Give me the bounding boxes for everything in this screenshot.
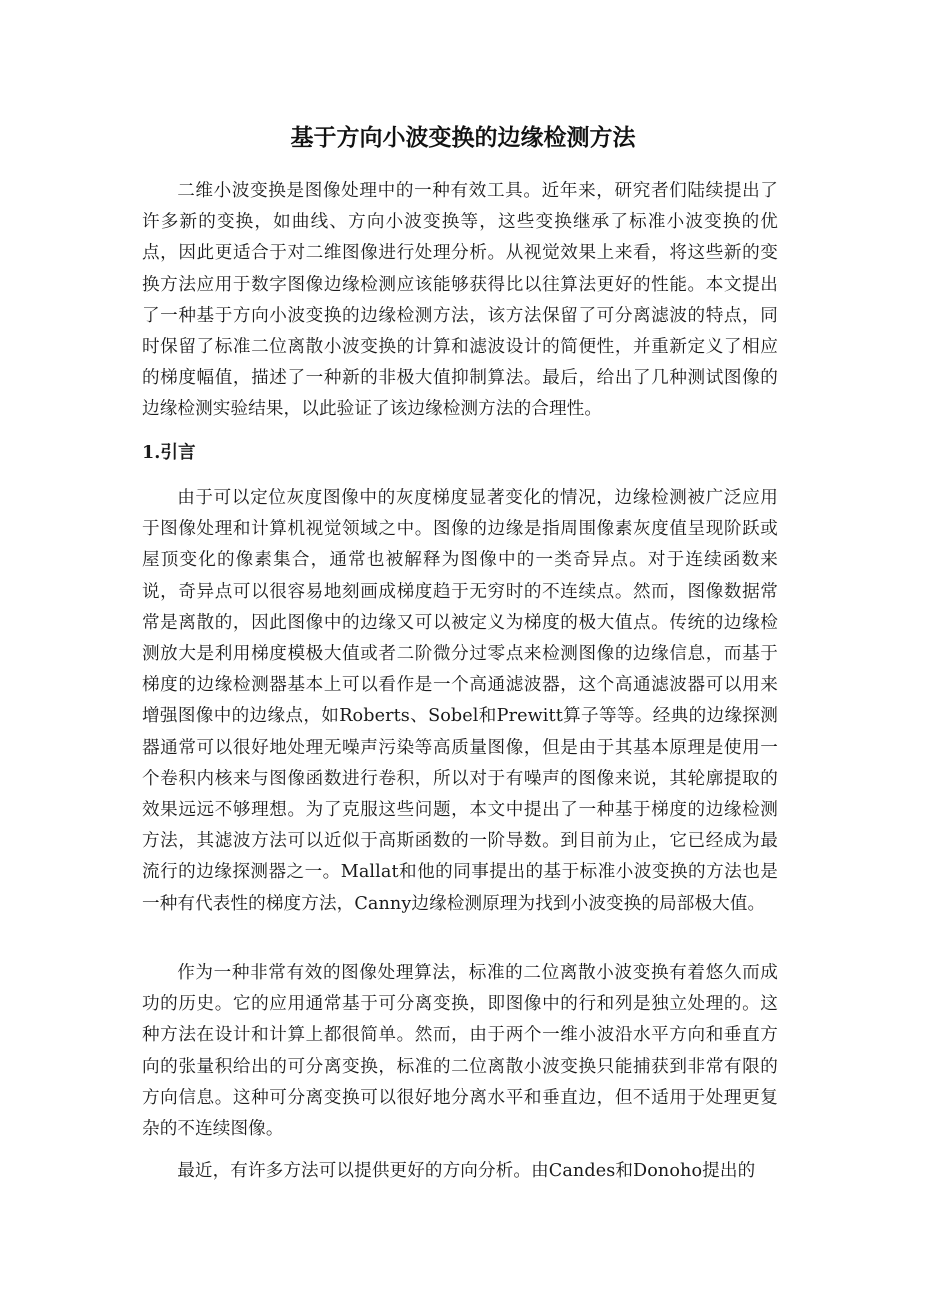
abstract-paragraph: 二维小波变换是图像处理中的一种有效工具。近年来，研究者们陆续提出了许多新的变换，如曲线、方向小波变换等，这些变换继承了标准小波变换的优点，因此更适合于对二维图像进行处理分析。从视觉效果上来看，将这些新的变换方法应用于数字图像边缘检测应该能够获得比以往算法更好的性能。本文提出了一种基于方向小波变换的边缘检测方法，该方法保留了可分离滤波的特点，同时保留了标准二位离散小波变换的计算和滤波设计的简便性，并重新定义了相应的梯度幅值，描述了一种新的非极大值抑制算法。最后，给出了几种测试图像的边缘检测实验结果，以此验证了该边缘检测方法的合理性。 [142,181,778,420]
body-paragraph-1: 由于可以定位灰度图像中的灰度梯度显著变化的情况，边缘检测被广泛应用于图像处理和计算机视觉领域之中。图像的边缘是指周围像素灰度值呈现阶跃或屋顶变化的像素集合，通常也被解释为图像中的一类奇异点。对于连续函数来说，奇异点可以很容易地刻画成梯度趋于无穷时的不连续点。然而，图像数据常常是离散的，因此图像中的边缘又可以被定义为梯度的极大值点。传统的边缘检测放大是利用梯度模极大值或者二阶微分过零点来检测图像的边缘信息，而基于梯度的边缘检测器基本上可以看作是一个高通滤波器，这个高通滤波器可以用来增强图像中的边缘点，如Roberts、Sobel和Prewitt算子等等。经典的边缘探测器通常可以很好地处理无噪声污染等高质量图像，但是由于其基本原理是使用一个卷积内核来与图像函数进行卷积，所以对于有噪声的图像来说，其轮廓提取的效果远远不够理想。为了克服这些问题，本文中提出了一种基于梯度的边缘检测方法，其滤波方法可以近似于高斯函数的一阶导数。到目前为止，它已经成为最流行的边缘探测器之一。Mallat和他的同事提出的基于标准小波变换的方法也是一种有代表性的梯度方法，Canny边缘检测原理为找到小波变换的局部极大值。 [142,488,778,914]
paper-title: 基于方向小波变换的边缘检测方法 [290,125,636,151]
section-heading-introduction: 1.引言 [142,442,196,463]
body-paragraph-2: 作为一种非常有效的图像处理算法，标准的二位离散小波变换有着悠久而成功的历史。它的应用通常基于可分离变换，即图像中的行和列是独立处理的。这种方法在设计和计算上都很简单。然而，由于两个一维小波沿水平方向和垂直方向的张量积给出的可分离变换，标准的二位离散小波变换只能捕获到非常有限的方向信息。这种可分离变换可以很好地分离水平和垂直边，但不适用于处理更复杂的不连续图像。 [142,963,778,1140]
body-paragraph-3: 最近，有许多方法可以提供更好的方向分析。由Candes和Donoho提出的 [177,1161,756,1181]
